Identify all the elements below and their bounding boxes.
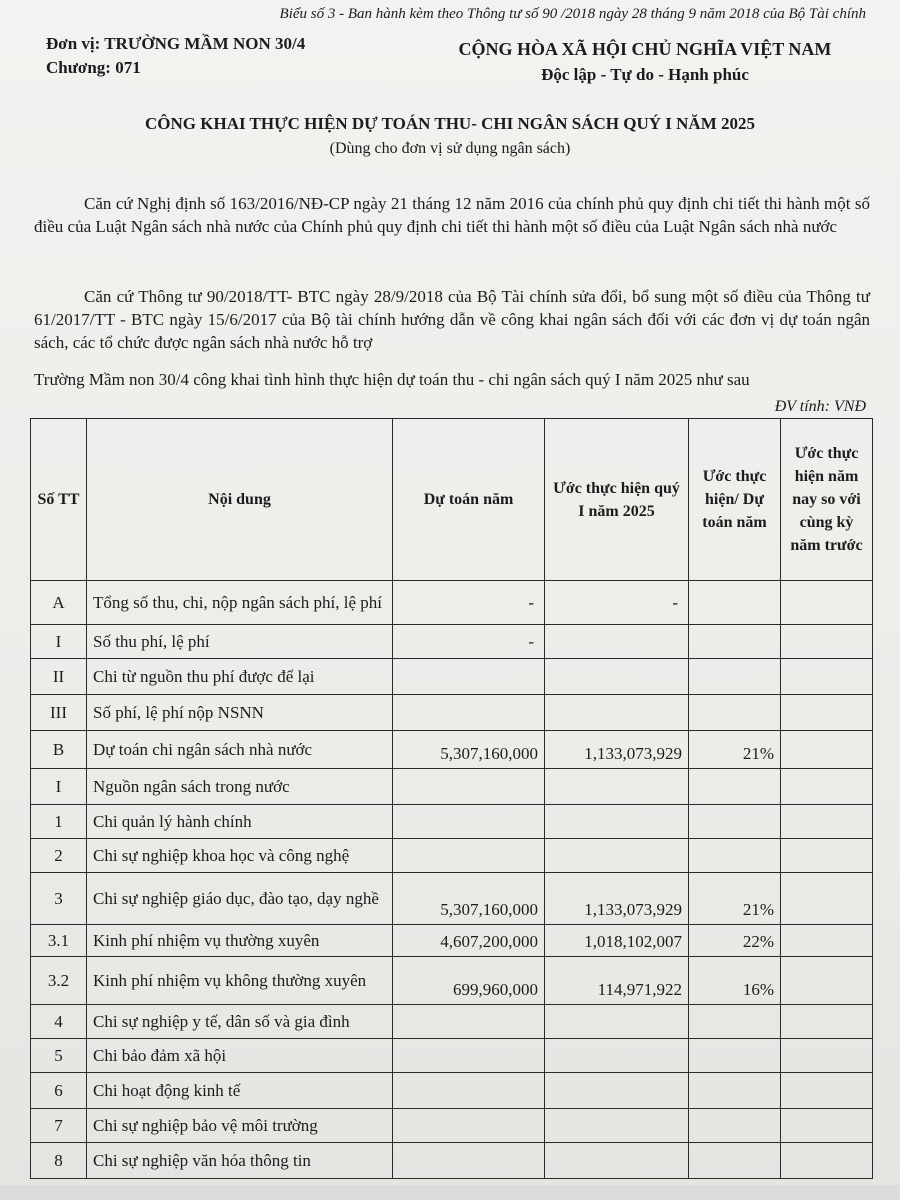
row-ratio-previous xyxy=(781,925,873,957)
row-annual-estimate xyxy=(393,839,545,873)
row-content: Chi hoạt động kinh tế xyxy=(87,1073,393,1109)
row-content: Chi sự nghiệp bảo vệ môi trường xyxy=(87,1109,393,1143)
row-annual-estimate xyxy=(393,1073,545,1109)
row-content: Tổng số thu, chi, nộp ngân sách phí, lệ phí xyxy=(87,581,393,625)
row-ratio-previous xyxy=(781,1039,873,1073)
row-content: Chi sự nghiệp văn hóa thông tin xyxy=(87,1143,393,1179)
legal-basis-paragraph-1: Căn cứ Nghị định số 163/2016/NĐ-CP ngày 21 tháng 12 năm 2016 của chính phủ quy định chi tiết thi hành một số điều của Luật Ngân sách nhà nước của Chính phủ quy định chi tiết thi hành một số điều của Luật Ngân sách nhà nước xyxy=(34,194,870,236)
row-stt: 3 xyxy=(31,873,87,925)
table-header-row xyxy=(31,419,873,581)
table-row xyxy=(31,1005,873,1039)
row-content: Chi từ nguồn thu phí được để lại xyxy=(87,659,393,695)
row-ratio-previous xyxy=(781,1143,873,1179)
table-row xyxy=(31,957,873,1005)
row-q1-estimate: 1,133,073,929 xyxy=(545,873,689,925)
budget-table xyxy=(30,418,873,1179)
national-heading-block xyxy=(430,36,860,88)
row-q1-estimate xyxy=(545,1005,689,1039)
disclosure-statement: Trường Mầm non 30/4 công khai tình hình thực hiện dự toán thu - chi ngân sách quý I năm 2025 như sau xyxy=(34,370,750,389)
row-ratio-previous xyxy=(781,1109,873,1143)
row-ratio-estimate xyxy=(689,581,781,625)
row-annual-estimate xyxy=(393,1039,545,1073)
row-stt: 3.2 xyxy=(31,957,87,1005)
row-ratio-estimate: 22% xyxy=(689,925,781,957)
table-row xyxy=(31,1039,873,1073)
row-annual-estimate: 5,307,160,000 xyxy=(393,731,545,769)
row-stt: 2 xyxy=(31,839,87,873)
row-q1-estimate xyxy=(545,625,689,659)
row-annual-estimate: 5,307,160,000 xyxy=(393,873,545,925)
row-ratio-previous xyxy=(781,873,873,925)
table-row xyxy=(31,873,873,925)
legal-basis-paragraph-2: Căn cứ Thông tư 90/2018/TT- BTC ngày 28/9/2018 của Bộ Tài chính sửa đổi, bổ sung một số điều của Thông tư 61/2017/TT - BTC ngày 15/6/2017 của Bộ tài chính hướng dẫn về công khai ngân sách đối với các đơn vị dự toán ngân sách, các tổ chức được ngân sách nhà nước hỗ trợ xyxy=(34,287,870,352)
row-q1-estimate: 114,971,922 xyxy=(545,957,689,1005)
row-stt: 3.1 xyxy=(31,925,87,957)
header-annual-estimate: Dự toán năm xyxy=(393,419,545,581)
row-content: Nguồn ngân sách trong nước xyxy=(87,769,393,805)
row-ratio-estimate: 21% xyxy=(689,873,781,925)
table-row xyxy=(31,659,873,695)
table-row xyxy=(31,805,873,839)
row-content: Chi quản lý hành chính xyxy=(87,805,393,839)
table-row xyxy=(31,695,873,731)
row-q1-estimate xyxy=(545,1039,689,1073)
row-ratio-previous xyxy=(781,957,873,1005)
row-ratio-previous xyxy=(781,839,873,873)
row-stt: 1 xyxy=(31,805,87,839)
table-row xyxy=(31,625,873,659)
row-ratio-estimate: 16% xyxy=(689,957,781,1005)
row-content: Kinh phí nhiệm vụ thường xuyên xyxy=(87,925,393,957)
row-content: Số phí, lệ phí nộp NSNN xyxy=(87,695,393,731)
row-ratio-previous xyxy=(781,695,873,731)
table-row xyxy=(31,731,873,769)
row-annual-estimate xyxy=(393,805,545,839)
national-motto: Độc lập - Tự do - Hạnh phúc xyxy=(541,65,749,84)
form-reference-note: Biểu số 3 - Ban hành kèm theo Thông tư số 90 /2018 ngày 28 tháng 9 năm 2018 của Bộ Tài chính xyxy=(279,6,866,22)
row-stt: 7 xyxy=(31,1109,87,1143)
row-annual-estimate xyxy=(393,659,545,695)
chapter-code: Chương: 071 xyxy=(46,58,141,77)
row-ratio-estimate xyxy=(689,805,781,839)
row-stt: A xyxy=(31,581,87,625)
row-ratio-estimate xyxy=(689,839,781,873)
row-q1-estimate xyxy=(545,805,689,839)
row-content: Chi bảo đảm xã hội xyxy=(87,1039,393,1073)
row-annual-estimate xyxy=(393,769,545,805)
row-ratio-previous xyxy=(781,659,873,695)
header-q1-estimate: Ước thực hiện quý I năm 2025 xyxy=(545,419,689,581)
row-annual-estimate: 4,607,200,000 xyxy=(393,925,545,957)
row-ratio-previous xyxy=(781,805,873,839)
table-row xyxy=(31,839,873,873)
header-ratio-previous: Ước thực hiện năm nay so với cùng kỳ năm trước xyxy=(781,419,873,581)
republic-name: CỘNG HÒA XÃ HỘI CHỦ NGHĨA VIỆT NAM xyxy=(458,39,832,59)
row-annual-estimate: 699,960,000 xyxy=(393,957,545,1005)
row-ratio-estimate xyxy=(689,659,781,695)
table-row xyxy=(31,769,873,805)
row-q1-estimate xyxy=(545,695,689,731)
table-row xyxy=(31,581,873,625)
page-bottom-edge xyxy=(0,1185,900,1200)
row-stt: I xyxy=(31,769,87,805)
row-content: Chi sự nghiệp khoa học và công nghệ xyxy=(87,839,393,873)
table-row xyxy=(31,925,873,957)
row-ratio-estimate xyxy=(689,769,781,805)
header-content: Nội dung xyxy=(87,419,393,581)
row-ratio-estimate xyxy=(689,695,781,731)
issuing-unit-block xyxy=(46,32,305,80)
table-row xyxy=(31,1143,873,1179)
document-subtitle: (Dùng cho đơn vị sử dụng ngân sách) xyxy=(329,140,571,157)
row-q1-estimate: - xyxy=(545,581,689,625)
row-annual-estimate xyxy=(393,1143,545,1179)
row-content: Chi sự nghiệp giáo dục, đào tạo, dạy nghề xyxy=(87,873,393,925)
row-stt: 5 xyxy=(31,1039,87,1073)
row-q1-estimate: 1,133,073,929 xyxy=(545,731,689,769)
row-content: Kinh phí nhiệm vụ không thường xuyên xyxy=(87,957,393,1005)
row-q1-estimate xyxy=(545,1073,689,1109)
row-ratio-estimate xyxy=(689,1039,781,1073)
row-q1-estimate xyxy=(545,839,689,873)
document-title: CÔNG KHAI THỰC HIỆN DỰ TOÁN THU- CHI NGÂN SÁCH QUÝ I NĂM 2025 xyxy=(145,114,755,133)
row-q1-estimate: 1,018,102,007 xyxy=(545,925,689,957)
row-q1-estimate xyxy=(545,1109,689,1143)
unit-name: Đơn vị: TRƯỜNG MẦM NON 30/4 xyxy=(46,34,306,53)
row-ratio-previous xyxy=(781,731,873,769)
header-stt: Số TT xyxy=(31,419,87,581)
row-ratio-previous xyxy=(781,625,873,659)
row-annual-estimate xyxy=(393,1109,545,1143)
row-ratio-estimate xyxy=(689,625,781,659)
row-annual-estimate xyxy=(393,1005,545,1039)
row-ratio-estimate xyxy=(689,1005,781,1039)
row-stt: II xyxy=(31,659,87,695)
row-stt: 6 xyxy=(31,1073,87,1109)
table-row xyxy=(31,1109,873,1143)
row-ratio-previous xyxy=(781,1073,873,1109)
row-ratio-estimate xyxy=(689,1073,781,1109)
row-ratio-previous xyxy=(781,769,873,805)
row-content: Số thu phí, lệ phí xyxy=(87,625,393,659)
row-stt: I xyxy=(31,625,87,659)
header-ratio-estimate: Ước thực hiện/ Dự toán năm xyxy=(689,419,781,581)
row-annual-estimate: - xyxy=(393,625,545,659)
row-content: Chi sự nghiệp y tế, dân số và gia đình xyxy=(87,1005,393,1039)
row-stt: 4 xyxy=(31,1005,87,1039)
row-stt: B xyxy=(31,731,87,769)
row-stt: III xyxy=(31,695,87,731)
row-ratio-estimate xyxy=(689,1109,781,1143)
currency-unit-note: ĐV tính: VNĐ xyxy=(774,398,866,415)
row-q1-estimate xyxy=(545,659,689,695)
row-annual-estimate: - xyxy=(393,581,545,625)
row-ratio-previous xyxy=(781,581,873,625)
row-annual-estimate xyxy=(393,695,545,731)
row-stt: 8 xyxy=(31,1143,87,1179)
table-row xyxy=(31,1073,873,1109)
row-content: Dự toán chi ngân sách nhà nước xyxy=(87,731,393,769)
row-q1-estimate xyxy=(545,769,689,805)
row-q1-estimate xyxy=(545,1143,689,1179)
row-ratio-estimate: 21% xyxy=(689,731,781,769)
row-ratio-previous xyxy=(781,1005,873,1039)
row-ratio-estimate xyxy=(689,1143,781,1179)
table-body xyxy=(31,581,873,1179)
